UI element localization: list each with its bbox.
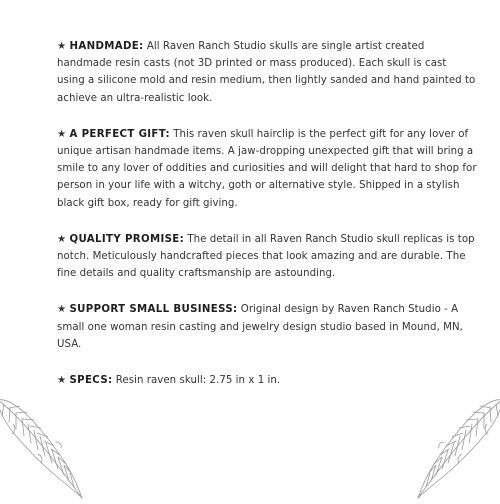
section-body: All Raven Ranch Studio skulls are single artist created handmade resin casts (not 3D printed or mass produced). Each skull is cast using a silicone mold and resin medium, then lightly sanded and hand painted to achieve an ultra-realistic look. <box>57 41 476 104</box>
feather-icon <box>0 394 94 504</box>
section-support-small-business <box>57 301 477 353</box>
star-icon: ★ <box>57 233 67 245</box>
section-quality-promise <box>57 231 477 283</box>
star-icon: ★ <box>57 304 67 316</box>
section-heading: A PERFECT GIFT: <box>69 128 170 140</box>
star-icon: ★ <box>57 128 67 140</box>
section-heading: SUPPORT SMALL BUSINESS: <box>69 304 238 316</box>
section-body: The detail in all Raven Ranch Studio skull replicas is top notch. Meticulously handcrafted pieces that look amazing and are durable. The fine details and quality craftsmanship are astounding. <box>57 233 475 280</box>
section-specs <box>57 372 477 389</box>
section-body: This raven skull hairclip is the perfect gift for any lover of unique artisan handmade items. A jaw-dropping unexpected gift that will bring a smile to any lover of oddities and curiosities and will delight that hard to shop for person in your life with a witchy, goth or alternative style. Shipped in a stylish black gift box, ready for gift giving. <box>57 128 477 209</box>
section-heading: HANDMADE: <box>69 41 144 52</box>
section-perfect-gift <box>57 126 477 212</box>
section-heading: QUALITY PROMISE: <box>69 233 185 245</box>
section-handmade <box>57 38 477 107</box>
description-content <box>57 38 477 389</box>
section-body: Original design by Raven Ranch Studio - A small one woman resin casting and jewelry design studio based in Mound, MN, USA. <box>57 304 463 350</box>
section-heading: SPECS: <box>69 375 113 387</box>
star-icon: ★ <box>57 375 67 387</box>
star-icon: ★ <box>57 41 67 52</box>
section-body: Resin raven skull: 2.75 in x 1 in. <box>115 375 281 387</box>
feather-icon <box>406 394 500 504</box>
